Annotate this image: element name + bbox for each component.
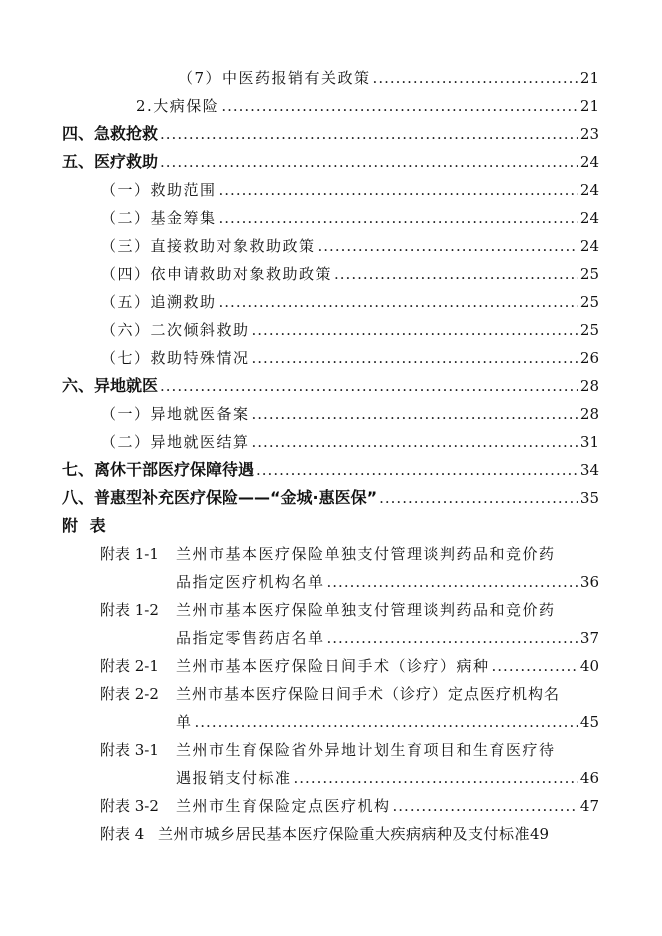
dot-leader xyxy=(160,122,578,146)
toc-entry-title: 2.大病保险 xyxy=(136,97,220,115)
appendix-title-line1: 兰州市生育保险省外异地计划生育项目和生育医疗待 xyxy=(176,741,556,759)
toc-entry-title: 八、普惠型补充医疗保险——“金城·惠医保” xyxy=(62,488,378,507)
toc-entry-page: 31 xyxy=(579,433,599,451)
toc-entry-page: 25 xyxy=(579,265,599,283)
dot-leader xyxy=(195,710,578,734)
appendix-label: 附表 3-1 xyxy=(100,741,159,759)
appendix-entry[interactable] xyxy=(0,822,662,846)
toc-entry[interactable] xyxy=(0,346,662,370)
toc-entry[interactable] xyxy=(0,206,662,230)
dot-leader xyxy=(379,486,578,510)
dot-leader xyxy=(252,318,578,342)
toc-entry-title: （二）异地就医结算 xyxy=(101,433,250,451)
appendix-label: 附表 2-2 xyxy=(100,685,159,703)
appendix-entry-continuation[interactable] xyxy=(0,626,662,650)
dot-leader xyxy=(219,206,578,230)
appendix-title-line2: 单 xyxy=(176,713,193,731)
toc-entry-title: （三）直接救助对象救助政策 xyxy=(101,237,316,255)
appendix-entry[interactable] xyxy=(0,738,662,762)
toc-entry-page: 49 xyxy=(530,825,550,843)
toc-entry-page: 24 xyxy=(579,237,599,255)
dot-leader xyxy=(327,626,578,650)
toc-entry[interactable] xyxy=(0,290,662,314)
toc-entry[interactable] xyxy=(0,94,662,118)
appendix-title-line1: 兰州市基本医疗保险日间手术（诊疗）定点医疗机构名 xyxy=(176,685,561,703)
toc-entry[interactable] xyxy=(0,430,662,454)
toc-entry[interactable] xyxy=(0,262,662,286)
appendix-title-line1: 兰州市基本医疗保险单独支付管理谈判药品和竞价药 xyxy=(176,545,556,563)
toc-entry-page: 21 xyxy=(579,97,599,115)
toc-entry[interactable] xyxy=(0,66,662,90)
toc-section-heading[interactable] xyxy=(0,122,662,146)
dot-leader xyxy=(252,346,578,370)
dot-leader xyxy=(160,150,578,174)
toc-entry-page: 46 xyxy=(579,769,599,787)
toc-entry[interactable] xyxy=(0,178,662,202)
toc-entry[interactable] xyxy=(0,318,662,342)
dot-leader xyxy=(219,290,578,314)
toc-entry-page: 26 xyxy=(579,349,599,367)
appendix-entry[interactable] xyxy=(0,682,662,706)
toc-entry-title: （一）救助范围 xyxy=(101,181,217,199)
toc-entry-page: 24 xyxy=(579,153,599,171)
toc-entry-page: 28 xyxy=(579,377,599,395)
toc-entry-title: （一）异地就医备案 xyxy=(101,405,250,423)
appendix-label: 附表 1-2 xyxy=(100,601,159,619)
toc-entry-page: 45 xyxy=(579,713,599,731)
appendix-title-line2: 品指定零售药店名单 xyxy=(176,629,325,647)
appendix-label: 附表 4 xyxy=(100,825,145,843)
toc-entry-title: （四）依申请救助对象救助政策 xyxy=(101,265,333,283)
toc-entry-title: （五）追溯救助 xyxy=(101,293,217,311)
toc-entry-page: 21 xyxy=(579,69,599,87)
appendix-title-line1: 兰州市生育保险定点医疗机构 xyxy=(176,797,391,815)
toc-entry-page: 24 xyxy=(579,209,599,227)
toc-entry-title: （六）二次倾斜救助 xyxy=(101,321,250,339)
appendix-entry-continuation[interactable] xyxy=(0,570,662,594)
appendix-entry-continuation[interactable] xyxy=(0,710,662,734)
toc-entry[interactable] xyxy=(0,402,662,426)
appendix-title-line1: 兰州市城乡居民基本医疗保险重大疾病病种及支付标准 xyxy=(158,825,531,843)
appendix-entry[interactable] xyxy=(0,794,662,818)
appendix-title-line1: 兰州市基本医疗保险日间手术（诊疗）病种 xyxy=(176,657,490,675)
toc-entry-title: 五、医疗救助 xyxy=(62,152,159,171)
dot-leader xyxy=(252,402,578,426)
dot-leader xyxy=(219,178,578,202)
toc-section-heading[interactable] xyxy=(0,458,662,482)
dot-leader xyxy=(492,654,578,678)
toc-section-heading[interactable] xyxy=(0,374,662,398)
dot-leader xyxy=(294,766,578,790)
dot-leader xyxy=(327,570,578,594)
dot-leader xyxy=(256,458,578,482)
appendix-entry[interactable] xyxy=(0,654,662,678)
toc-entry-page: 35 xyxy=(579,489,599,507)
appendix-title-line2: 遇报销支付标准 xyxy=(176,769,292,787)
appendix-title-line2: 品指定医疗机构名单 xyxy=(176,573,325,591)
appendix-entry-continuation[interactable] xyxy=(0,766,662,790)
toc-entry-page: 25 xyxy=(579,293,599,311)
dot-leader xyxy=(160,374,578,398)
appendix-heading: 附 表 xyxy=(62,516,109,535)
toc-entry-page: 47 xyxy=(579,797,599,815)
dot-leader xyxy=(318,234,578,258)
toc-section-heading[interactable] xyxy=(0,486,662,510)
toc-entry-page: 25 xyxy=(579,321,599,339)
appendix-entry[interactable] xyxy=(0,542,662,566)
toc-section-heading[interactable] xyxy=(0,150,662,174)
toc-entry-title: （二）基金筹集 xyxy=(101,209,217,227)
toc-entry-page: 28 xyxy=(579,405,599,423)
toc-entry-title: 七、离休干部医疗保障待遇 xyxy=(62,460,255,479)
appendix-entry[interactable] xyxy=(0,598,662,622)
toc-entry-page: 23 xyxy=(579,125,599,143)
toc-entry-title: （七）救助特殊情况 xyxy=(101,349,250,367)
appendix-label: 附表 1-1 xyxy=(100,545,159,563)
toc-entry-title: （7）中医药报销有关政策 xyxy=(178,69,371,87)
appendix-label: 附表 2-1 xyxy=(100,657,159,675)
appendix-title-line1: 兰州市基本医疗保险单独支付管理谈判药品和竞价药 xyxy=(176,601,556,619)
dot-leader xyxy=(373,66,578,90)
dot-leader xyxy=(252,430,578,454)
toc-entry-page: 24 xyxy=(579,181,599,199)
dot-leader xyxy=(334,262,578,286)
appendix-heading-row xyxy=(0,514,662,538)
toc-entry-page: 37 xyxy=(579,629,599,647)
dot-leader xyxy=(393,794,578,818)
toc-entry-title: 四、急救抢救 xyxy=(62,124,159,143)
toc-entry-page: 40 xyxy=(579,657,599,675)
toc-entry-title: 六、异地就医 xyxy=(62,376,159,395)
appendix-label: 附表 3-2 xyxy=(100,797,159,815)
dot-leader xyxy=(221,94,578,118)
toc-entry-page: 36 xyxy=(579,573,599,591)
toc-entry[interactable] xyxy=(0,234,662,258)
toc-entry-page: 34 xyxy=(579,461,599,479)
